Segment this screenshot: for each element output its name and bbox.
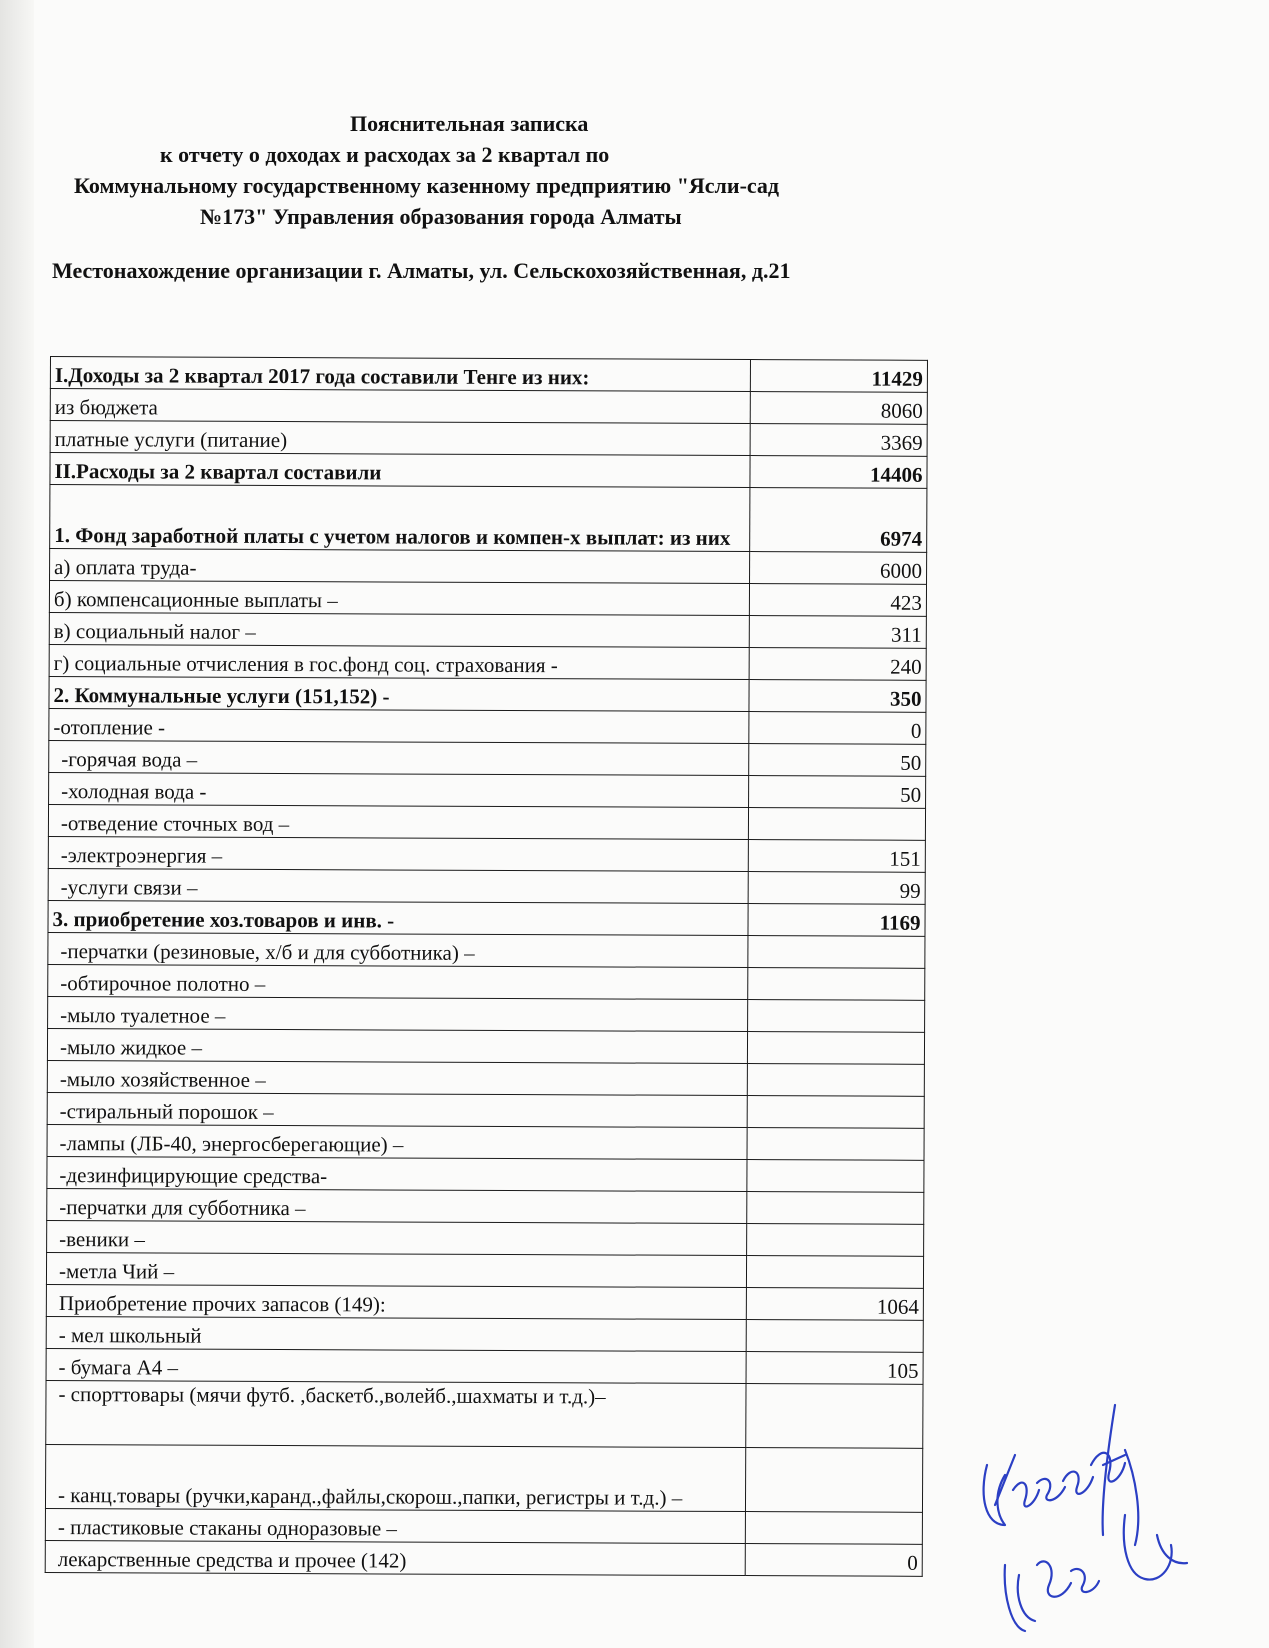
row-value: 151	[748, 840, 925, 873]
table-row	[47, 1156, 924, 1192]
header-subtitle-line-2: Коммунальному государственному казенному предприятию "Ясли-сад	[74, 173, 780, 198]
table-row	[48, 932, 925, 968]
row-label: б) компенсационные выплаты –	[49, 581, 749, 616]
row-value: 11429	[751, 360, 928, 393]
table-row	[45, 1508, 922, 1544]
organization-location: Местонахождение организации г. Алматы, ул. Сельскохозяйственная, д.21	[52, 258, 791, 283]
table-row	[46, 1316, 923, 1352]
row-label: в) социальный налог –	[49, 612, 749, 647]
handwritten-signature	[975, 1395, 1205, 1635]
row-value	[747, 1224, 924, 1257]
row-value: 1064	[747, 1288, 924, 1321]
table-row	[49, 740, 926, 776]
row-value	[746, 1320, 923, 1353]
table-row	[47, 1124, 924, 1160]
table-row	[48, 996, 925, 1032]
row-label: -обтирочное полотно –	[48, 964, 748, 999]
row-value	[747, 1128, 924, 1161]
row-value	[748, 1064, 925, 1097]
row-label: -мыло жидкое –	[47, 1028, 747, 1063]
report-table	[45, 356, 928, 1577]
row-value: 6000	[750, 552, 927, 585]
header-subtitle-line-1: к отчету о доходах и расходах за 2 квартал по	[160, 142, 610, 167]
table-row	[47, 1060, 924, 1096]
header-subtitle-line-3: №173" Управления образования города Алматы	[200, 204, 682, 229]
row-label: -холодная вода -	[49, 772, 749, 807]
table-row	[46, 1348, 923, 1384]
row-value: 240	[749, 648, 926, 681]
table-row	[49, 708, 926, 744]
row-label: -веники –	[47, 1220, 747, 1255]
row-value: 0	[745, 1544, 922, 1577]
row-value: 0	[749, 712, 926, 745]
row-label: II.Расходы за 2 квартал составили	[50, 453, 750, 488]
row-label: лекарственные средства и прочее (142)	[45, 1540, 745, 1575]
row-value	[748, 936, 925, 969]
row-value	[746, 1448, 923, 1513]
table-row	[48, 868, 925, 904]
table-row	[45, 1540, 922, 1576]
header-title: Пояснительная записка	[350, 111, 589, 136]
row-value: 423	[750, 584, 927, 617]
table-row	[48, 964, 925, 1000]
table-row	[50, 549, 927, 585]
table-row	[47, 1028, 924, 1064]
row-label: -отведение сточных вод –	[48, 804, 748, 839]
table-row	[48, 836, 925, 872]
table-row	[50, 421, 927, 457]
table-row	[49, 676, 926, 712]
row-label: -стиральный порошок –	[47, 1092, 747, 1127]
row-label: - канц.товары (ручки,каранд.,файлы,скорош.,папки, регистры и т.д.) –	[45, 1444, 746, 1511]
table-row	[45, 1444, 922, 1512]
row-value: 1169	[748, 904, 925, 937]
row-value	[746, 1512, 923, 1545]
row-label: -перчатки (резиновые, х/б и для субботника) –	[48, 932, 748, 967]
row-value	[747, 1192, 924, 1225]
row-label: -мыло хозяйственное –	[47, 1060, 747, 1095]
row-value: 311	[749, 616, 926, 649]
table-row	[46, 1380, 923, 1448]
row-value: 3369	[750, 424, 927, 457]
row-label: - пластиковые стаканы одноразовые –	[45, 1508, 745, 1543]
row-value	[747, 1096, 924, 1129]
row-value	[748, 968, 925, 1001]
row-label: -мыло туалетное –	[48, 996, 748, 1031]
row-label: 1. Фонд заработной платы с учетом налогов и компен-х выплат: из них	[50, 485, 751, 552]
row-label: -перчатки для субботника –	[47, 1188, 747, 1223]
row-value	[748, 1032, 925, 1065]
table-row	[47, 1092, 924, 1128]
table-row	[48, 804, 925, 840]
table-row	[50, 453, 927, 489]
row-label: -услуги связи –	[48, 868, 748, 903]
signature-text	[975, 1395, 1020, 1410]
row-value: 105	[746, 1352, 923, 1385]
row-label: из бюджета	[50, 389, 750, 424]
table-row	[47, 1188, 924, 1224]
table-row	[49, 644, 926, 680]
row-label: г) социальные отчисления в гос.фонд соц. страхования -	[49, 644, 749, 679]
row-value	[748, 1000, 925, 1033]
table-row	[49, 772, 926, 808]
row-label: - бумага А4 –	[46, 1348, 746, 1383]
table-row	[50, 485, 927, 553]
row-value: 50	[749, 744, 926, 777]
row-label: 2. Коммунальные услуги (151,152) -	[49, 676, 749, 711]
row-label: - мел школьный	[46, 1316, 746, 1351]
row-value: 99	[748, 872, 925, 905]
row-value: 350	[749, 680, 926, 713]
row-value	[747, 1256, 924, 1289]
row-label: Приобретение прочих запасов (149):	[46, 1284, 746, 1319]
table-row	[46, 1284, 923, 1320]
table-row	[49, 581, 926, 617]
table-row	[49, 612, 926, 648]
signature-scribble	[975, 1395, 1205, 1635]
scan-edge-shadow	[0, 0, 34, 1648]
row-value	[749, 808, 926, 841]
row-value: 8060	[750, 392, 927, 425]
row-value: 14406	[750, 456, 927, 489]
row-label: 3. приобретение хоз.товаров и инв. -	[48, 900, 748, 935]
table-row	[48, 900, 925, 936]
row-value: 6974	[750, 488, 927, 553]
row-value: 50	[749, 776, 926, 809]
row-label: платные услуги (питание)	[50, 421, 750, 456]
row-label: - спорттовары (мячи футб. ,баскетб.,волейб.,шахматы и т.д.)–	[46, 1380, 747, 1447]
table-row	[47, 1220, 924, 1256]
row-label: I.Доходы за 2 квартал 2017 года составили Тенге из них:	[50, 357, 750, 392]
row-label: -электроэнергия –	[48, 836, 748, 871]
row-value	[746, 1384, 923, 1449]
table-row	[50, 389, 927, 425]
table-row	[46, 1252, 923, 1288]
row-label: а) оплата труда-	[50, 549, 750, 584]
row-label: -метла Чий –	[46, 1252, 746, 1287]
row-label: -отопление -	[49, 708, 749, 743]
table-row	[50, 357, 927, 393]
row-value	[747, 1160, 924, 1193]
document-header	[60, 108, 940, 232]
row-label: -горячая вода –	[49, 740, 749, 775]
row-label: -дезинфицирующие средства-	[47, 1156, 747, 1191]
row-label: -лампы (ЛБ-40, энергосберегающие) –	[47, 1124, 747, 1159]
